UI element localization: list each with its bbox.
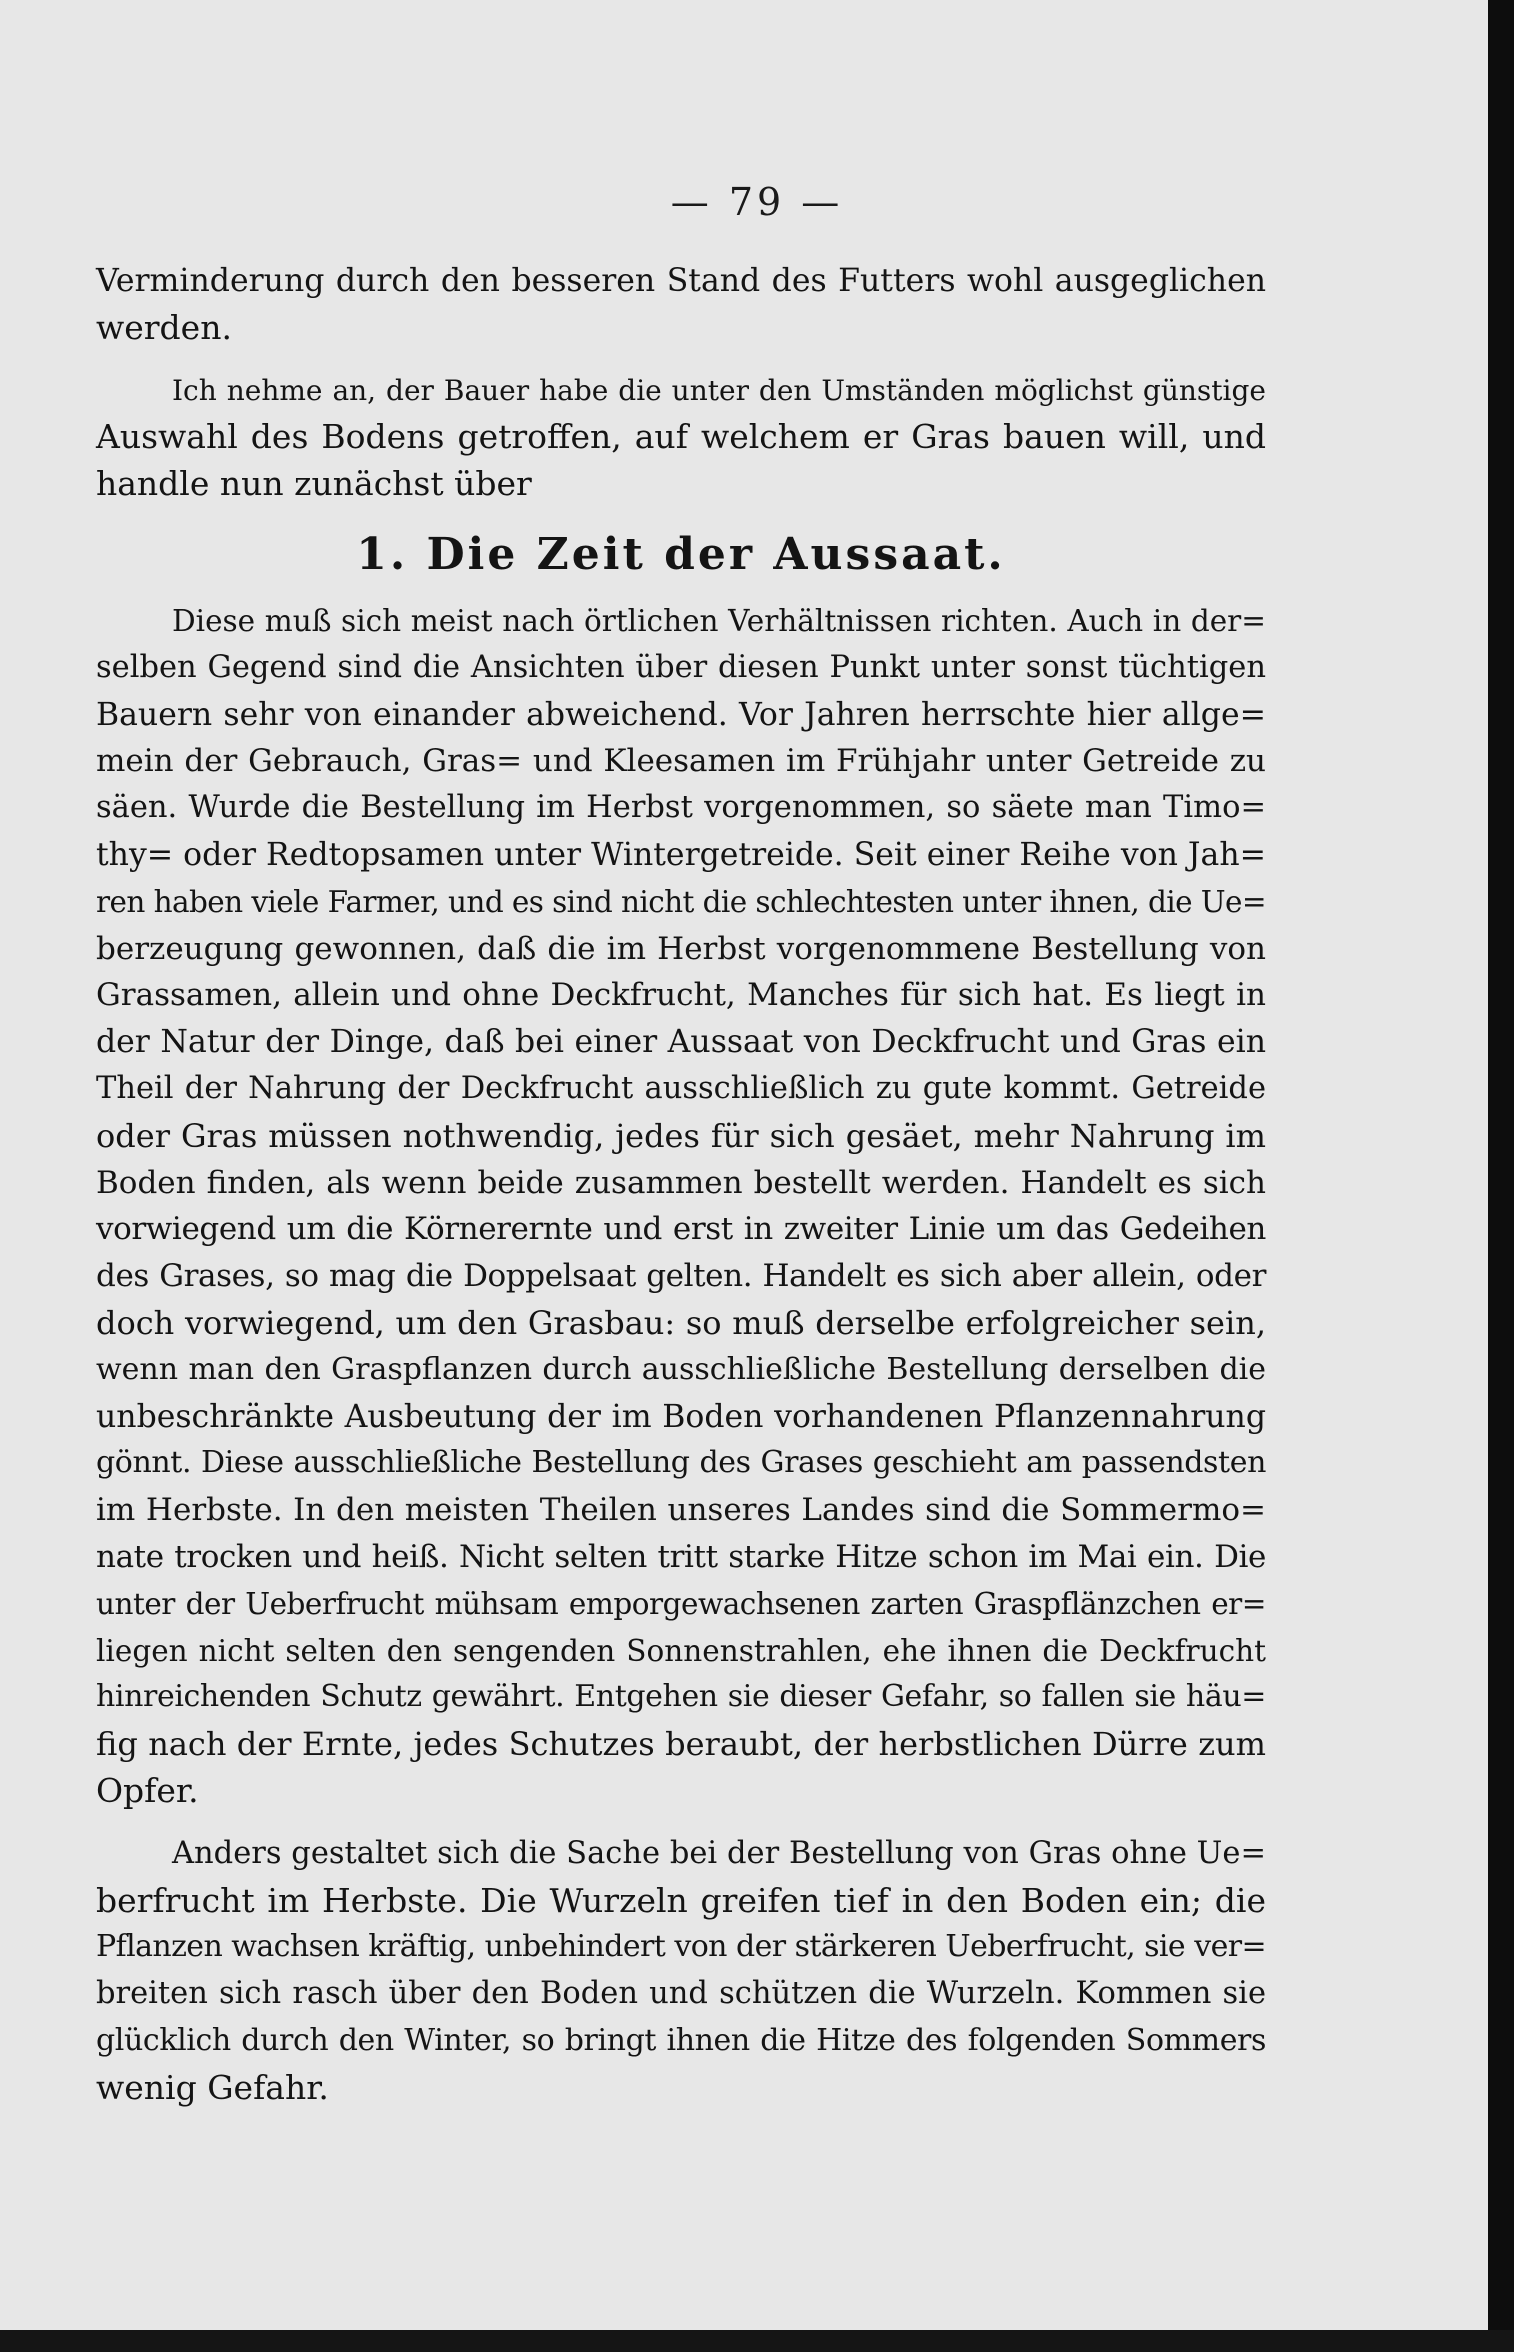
paragraph [96, 598, 1266, 1815]
text-line: Diese muß sich meist nach örtlichen Verhältnissen richten. Auch in der= [172, 603, 1266, 638]
text-line: unbeschränkte Ausbeutung der im Boden vorhandenen Pflanzennahrung [96, 1398, 1266, 1435]
text-line: Verminderung durch den besseren Stand des Futters wohl ausgeglichen [96, 263, 1266, 299]
text-line: Opfer. [96, 1770, 199, 1810]
paragraph [96, 258, 1266, 352]
text-line: Auswahl des Bodens getroffen, auf welchem er Gras bauen will, und [96, 417, 1266, 457]
text-line: thy= oder Redtopsamen unter Wintergetreide. Seit einer Reihe von Jah= [96, 836, 1266, 873]
text-line: Pflanzen wachsen kräftig, unbehindert von der stärkeren Ueberfrucht, sie ver= [96, 1929, 1266, 1965]
text-line: des Grases, so mag die Doppelsaat gelten. Handelt es sich aber allein, oder [96, 1258, 1266, 1295]
text-line: wenn man den Graspflanzen durch ausschließliche Bestellung derselben die [96, 1351, 1266, 1387]
text-line: Anders gestaltet sich die Sache bei der Bestellung von Gras ohne Ue= [172, 1835, 1266, 1871]
text-line: doch vorwiegend, um den Grasbau: so muß derselbe erfolgreicher sein, [96, 1303, 1266, 1342]
text-line: handle nun zunächst über [96, 464, 532, 504]
text-line: im Herbste. In den meisten Theilen unseres Landes sind die Sommermo= [96, 1492, 1266, 1529]
section-heading: 1. Die Zeit der Aussaat. [356, 528, 1006, 580]
page-number: — 79 — [670, 180, 844, 224]
scan-edge [1488, 0, 1514, 2352]
paragraph [96, 1831, 1266, 2112]
text-line: Grassamen, allein und ohne Deckfrucht, Manches für sich hat. Es liegt in [96, 977, 1266, 1014]
text-line: gönnt. Diese ausschließliche Bestellung des Grases geschieht am passendsten [96, 1445, 1266, 1481]
text-line: oder Gras müssen nothwendig, jedes für sich gesäet, mehr Nahrung im [96, 1116, 1266, 1155]
text-line: liegen nicht selten den sengenden Sonnenstrahlen, ehe ihnen die Deckfrucht [96, 1633, 1266, 1668]
text-line: Bauern sehr von einander abweichend. Vor Jahren herrschte hier allge= [96, 696, 1266, 733]
text-line: Theil der Nahrung der Deckfrucht ausschließlich zu gute kommt. Getreide [96, 1070, 1266, 1106]
page-text [96, 258, 1266, 2111]
text-line: mein der Gebrauch, Gras= und Kleesamen im Frühjahr unter Getreide zu [96, 743, 1266, 780]
text-line: breiten sich rasch über den Boden und schützen die Wurzeln. Kommen sie [96, 1976, 1266, 2012]
text-line: Ich nehme an, der Bauer habe die unter den Umständen möglichst günstige [172, 373, 1266, 407]
text-line: berfrucht im Herbste. Die Wurzeln greifen tief in den Boden ein; die [96, 1880, 1266, 1920]
text-line: der Natur der Dinge, daß bei einer Aussaat von Deckfrucht und Gras ein [96, 1024, 1266, 1061]
text-line: glücklich durch den Winter, so bringt ihnen die Hitze des folgenden Sommers [96, 2022, 1266, 2058]
text-line: ren haben viele Farmer, und es sind nicht die schlechtesten unter ihnen, die Ue= [96, 884, 1266, 919]
text-line: berzeugung gewonnen, daß die im Herbst vorgenommene Bestellung von [96, 930, 1266, 967]
text-line: Boden finden, als wenn beide zusammen bestellt werden. Handelt es sich [96, 1164, 1266, 1201]
text-line: fig nach der Ernte, jedes Schutzes beraubt, der herbstlichen Dürre zum [96, 1725, 1266, 1764]
text-line: nate trocken und heiß. Nicht selten tritt starke Hitze schon im Mai ein. Die [96, 1538, 1266, 1575]
text-line: selben Gegend sind die Ansichten über diesen Punkt unter sonst tüchtigen [96, 649, 1266, 685]
text-line: säen. Wurde die Bestellung im Herbst vorgenommen, so säete man Timo= [96, 790, 1266, 826]
text-line: hinreichenden Schutz gewährt. Entgehen sie dieser Gefahr, so fallen sie häu= [96, 1679, 1266, 1715]
text-line: wenig Gefahr. [96, 2067, 329, 2107]
scan-edge [0, 2330, 1514, 2352]
text-line: werden. [96, 307, 232, 347]
text-line: vorwiegend um die Körnerernte und erst in zweiter Linie um das Gedeihen [96, 1211, 1266, 1248]
text-line: unter der Ueberfrucht mühsam emporgewachsenen zarten Graspflänzchen er= [96, 1586, 1266, 1621]
paragraph [96, 368, 1266, 508]
